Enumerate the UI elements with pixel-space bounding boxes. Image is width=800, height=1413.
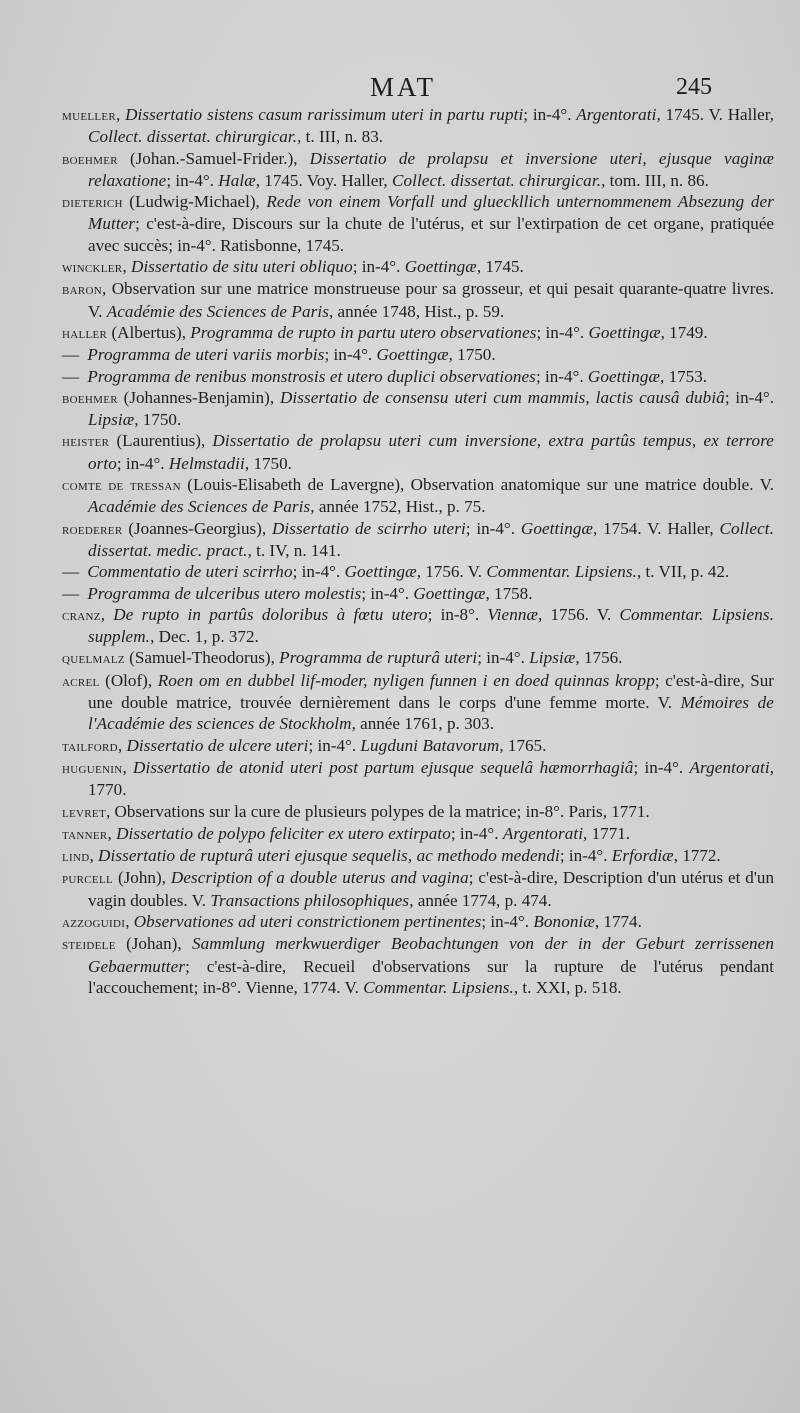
- entry-text: , t. III, n. 83.: [297, 127, 384, 147]
- bibliography-entry: [62, 845, 774, 867]
- entry-text: ,: [100, 604, 114, 624]
- italic-title: Halæ: [218, 170, 256, 190]
- entry-text: , année 1761, p. 303.: [351, 714, 494, 734]
- author-name: haller: [62, 324, 108, 342]
- entry-text: ; in-4°.: [324, 345, 377, 365]
- italic-title: Programma de rupturâ uteri: [279, 648, 478, 668]
- entry-text: ,: [116, 105, 126, 124]
- entry-text: (Louis-Elisabeth de Lavergne), Observation anatomique sur une matrice double. V.: [180, 475, 774, 495]
- entry-text: ; in-4°.: [523, 105, 577, 124]
- entry-text: , 1750.: [244, 453, 292, 473]
- entry-text: , Dec. 1, p. 372.: [150, 627, 259, 647]
- bibliography-entry: [62, 344, 774, 365]
- italic-title: Goettingæ: [376, 345, 449, 365]
- entry-text: , 1753.: [660, 366, 708, 386]
- entry-text: , t. XXI, p. 518.: [513, 977, 622, 997]
- bibliography-entry: [62, 474, 774, 518]
- entry-text: ,: [89, 846, 99, 866]
- author-name: dieterich: [62, 194, 123, 212]
- bibliography-entry: [62, 430, 774, 474]
- ditto-dash: —: [62, 562, 80, 582]
- italic-title: Dissertatio sistens casum rarissimum uteri in partu rupti: [125, 105, 524, 124]
- entry-text: ; in-4°.: [361, 583, 414, 603]
- running-header: [0, 72, 800, 108]
- entry-text: , 1756. V.: [416, 562, 487, 582]
- entry-text: (Ludwig-Michael),: [122, 192, 267, 212]
- entry-text: (Albertus),: [107, 322, 191, 342]
- italic-title: Académie des Sciences de Paris: [106, 301, 329, 321]
- italic-title: Goettingæ: [587, 366, 661, 386]
- author-name: comte de tressan: [62, 477, 181, 495]
- entry-text: , année 1774, p. 474.: [409, 890, 552, 910]
- bibliography-entry: [62, 191, 774, 256]
- author-name: boehmer: [62, 150, 118, 168]
- italic-title: Programma de rupto in partu utero observationes: [190, 322, 537, 342]
- entry-text: , 1745. V. Haller,: [656, 105, 774, 124]
- author-name: cranz: [62, 606, 101, 624]
- italic-title: Dissertatio de scirrho uteri: [271, 518, 466, 538]
- entry-text: ; in-4°.: [450, 823, 503, 843]
- bibliography-entry: [62, 647, 774, 669]
- italic-title: Dissertatio de consensu uteri cum mammis, lactis causâ dubiâ: [279, 387, 725, 407]
- entry-text: ; in-4°.: [633, 757, 690, 777]
- bibliography-entry: [62, 518, 774, 562]
- ditto-dash: —: [62, 583, 80, 603]
- author-name: levret: [62, 803, 106, 821]
- italic-title: Argentorati: [502, 823, 584, 843]
- entry-text: ; c'est-à-dire, Description d'un utérus et d'un vagin doubles. V.: [88, 868, 775, 910]
- author-name: winckler: [62, 259, 123, 277]
- entry-text: ; in-4°.: [535, 366, 588, 386]
- entry-text: ; in-4°.: [477, 648, 530, 668]
- bibliography-entry: [62, 104, 774, 148]
- author-name: lind: [62, 848, 90, 866]
- entry-text: ,: [117, 735, 127, 755]
- entry-text: ; in-4°.: [724, 387, 775, 407]
- bibliography-entry: [62, 735, 774, 757]
- italic-title: Dissertatio de atonid uteri post partum ejusque sequelâ hæmorrhagiâ: [133, 757, 634, 777]
- entry-text: ; c'est-à-dire, Recueil d'observations sur la rupture de l'utérus pendant l'accouchement; in-8°. Vienne, 1774. V.: [88, 956, 774, 997]
- italic-title: Argentorati: [576, 105, 657, 124]
- bibliography-entry: [62, 801, 774, 823]
- bibliography-entry: [62, 911, 774, 933]
- entry-text: ; c'est-à-dire, Sur une double matrice, trouvée dernièrement dans le corps d'une femme morte. V.: [88, 670, 774, 713]
- bibliography-entry: [62, 583, 774, 604]
- author-name: steidele: [62, 936, 116, 954]
- entry-text: ,: [125, 911, 134, 931]
- entry-text: ,: [107, 823, 117, 843]
- bibliography-entry: [62, 561, 774, 582]
- italic-title: Goettingæ: [520, 518, 594, 538]
- entry-text: (Joannes-Georgius),: [122, 518, 272, 538]
- entry-text: , 1745.: [476, 257, 524, 277]
- author-name: baron: [62, 281, 103, 299]
- italic-title: Goettingæ: [413, 583, 486, 603]
- italic-title: De rupto in partûs doloribus à fœtu utero: [113, 604, 428, 624]
- entry-text: (Johan),: [115, 934, 192, 954]
- entry-text: ,: [122, 757, 134, 777]
- bibliography-entry: [62, 366, 774, 387]
- entry-text: , t. IV, n. 141.: [247, 540, 341, 560]
- entry-text: (Johannes-Benjamin),: [117, 387, 280, 407]
- italic-title: Programma de uteri variis morbis: [87, 345, 325, 365]
- author-name: acrel: [62, 672, 100, 690]
- italic-title: Observationes ad uteri constrictionem pertinentes: [133, 911, 482, 931]
- bibliography-entry: [62, 604, 774, 648]
- entry-text: , 1745. Voy. Haller,: [255, 170, 392, 190]
- italic-title: Argentorati: [689, 757, 770, 777]
- entry-text: , tom. III, n. 86.: [601, 170, 709, 190]
- entry-text: ; in-8°.: [427, 604, 488, 624]
- entry-text: (Olof),: [99, 670, 158, 690]
- author-name: quelmalz: [62, 650, 125, 668]
- page-number: 245: [676, 74, 712, 100]
- italic-title: Dissertatio de polypo feliciter ex utero extirpato: [116, 823, 451, 843]
- bibliography-entry: [62, 823, 774, 845]
- italic-title: Dissertatio de rupturâ uteri ejusque sequelis, ac methodo medendi: [98, 846, 560, 866]
- italic-title: Viennæ: [487, 604, 539, 624]
- italic-title: Commentar. Lipsiens.: [363, 977, 514, 997]
- italic-title: Programma de renibus monstrosis et utero duplici observationes: [87, 366, 536, 386]
- entry-text: ; in-4°.: [292, 562, 345, 582]
- entry-text: ,: [122, 257, 131, 277]
- italic-title: Dissertatio de prolapsu uteri cum inversione, extra partûs tempus, ex terrore orto: [88, 431, 774, 473]
- italic-title: Bononiæ: [533, 911, 595, 931]
- italic-title: Roen om en dubbel lif-moder, nyligen funnen i en doed quinnas kropp: [157, 670, 655, 690]
- entry-text: ; in-4°.: [116, 453, 169, 473]
- author-name: huguenin: [62, 759, 123, 777]
- entry-text: , 1770.: [88, 757, 774, 800]
- author-name: roederer: [62, 520, 123, 538]
- italic-title: Collect. dissertat. medic. pract.: [88, 518, 774, 560]
- italic-title: Dissertatio de prolapsu et inversione uteri, ejusque vaginæ relaxatione: [88, 148, 774, 190]
- entry-text: (John),: [113, 868, 171, 888]
- bibliography-entry: [62, 670, 774, 735]
- italic-title: Collect. dissertat. chirurgicar.: [391, 170, 602, 190]
- entry-text: , 1758.: [485, 583, 533, 603]
- italic-title: Commentar. Lipsiens. supplem.: [88, 604, 774, 647]
- italic-title: Programma de ulceribus utero molestis: [87, 583, 362, 603]
- entry-text: ; in-4°.: [559, 846, 612, 866]
- author-name: mueller: [62, 107, 117, 124]
- bibliography-entry: [62, 278, 774, 322]
- entry-text: ; in-4°.: [308, 735, 361, 755]
- entry-text: , 1771.: [583, 823, 631, 843]
- italic-title: Collect. dissertat. chirurgicar.: [88, 127, 298, 147]
- italic-title: Dissertatio de ulcere uteri: [126, 735, 309, 755]
- bibliography-entry: [62, 933, 774, 998]
- entry-text: , 1774.: [594, 911, 642, 931]
- author-name: heister: [62, 433, 110, 451]
- entry-text: ; c'est-à-dire, Discours sur la chute de l'utérus, et sur l'extirpation de cet organe, pratiquée avec succès; in-4°. Ratisbonne, 1745.: [88, 214, 774, 255]
- entry-text: , 1765.: [499, 735, 547, 755]
- italic-title: Dissertatio de situ uteri obliquo: [131, 257, 353, 277]
- author-name: boehmer: [62, 389, 118, 407]
- italic-title: Rede von einem Vorfall und glueckllich unternommenem Absezung der Mutter: [88, 192, 774, 234]
- italic-title: Lipsiæ: [529, 648, 576, 668]
- entry-text: (Laurentius),: [109, 431, 213, 451]
- italic-title: Goettingæ: [588, 322, 661, 342]
- italic-title: Goettingæ: [344, 562, 417, 582]
- entry-text: , année 1748, Hist., p. 59.: [328, 301, 505, 321]
- entry-text: ; in-4°.: [166, 170, 219, 190]
- bibliography-entry: [62, 256, 774, 278]
- entry-text: (Johan.-Samuel-Frider.),: [117, 148, 310, 168]
- entry-text: ; in-4°.: [536, 322, 589, 342]
- bibliography-entry: [62, 322, 774, 344]
- entry-text: , t. VII, p. 42.: [637, 562, 730, 582]
- entry-text: , Observation sur une matrice monstrueuse pour sa grosseur, et qui pesait quarante-quatre livres. V.: [88, 279, 774, 321]
- ditto-dash: —: [62, 345, 80, 365]
- entry-text: , année 1752, Hist., p. 75.: [310, 497, 486, 517]
- italic-title: Académie des Sciences de Paris: [88, 497, 311, 517]
- bibliography-entry: [62, 387, 774, 431]
- author-name: tanner: [62, 825, 108, 843]
- entry-text: ; in-4°.: [481, 911, 534, 931]
- entry-text: ; in-4°.: [352, 257, 405, 277]
- italic-title: Helmstadii: [168, 453, 245, 473]
- italic-title: Sammlung merkwuerdiger Beobachtungen von der in der Geburt zerrissenen Gebaermutter: [88, 934, 774, 976]
- italic-title: Lugduni Batavorum: [360, 735, 500, 755]
- italic-title: Goettingæ: [404, 257, 477, 277]
- entry-text: , 1749.: [660, 322, 708, 342]
- italic-title: Mémoires de l'Académie des sciences de Stockholm: [88, 693, 774, 734]
- entry-text: , 1772.: [673, 846, 721, 866]
- bibliography-entry: [62, 757, 774, 801]
- author-name: purcell: [62, 870, 113, 888]
- bibliography-entry: [62, 148, 774, 192]
- italic-title: Commentatio de uteri scirrho: [87, 562, 293, 582]
- entry-text: , 1756. V.: [538, 604, 620, 624]
- entry-text: , 1756.: [575, 648, 623, 668]
- entry-text: , 1750.: [448, 345, 496, 365]
- italic-title: Commentar. Lipsiens.: [486, 562, 637, 582]
- entry-text: (Samuel-Theodorus),: [124, 648, 280, 668]
- running-title: MAT: [370, 72, 437, 102]
- author-name: azzoguidi: [62, 913, 126, 931]
- bibliography-entry: [62, 867, 774, 911]
- entry-text: ; in-4°.: [465, 518, 521, 538]
- bibliography-list: [62, 104, 774, 998]
- entry-text: , Observations sur la cure de plusieurs polypes de la matrice; in-8°. Paris, 1771.: [105, 801, 650, 821]
- italic-title: Description of a double uterus and vagina: [170, 868, 469, 888]
- italic-title: Erfordiæ: [611, 846, 674, 866]
- author-name: tailford: [62, 737, 118, 755]
- italic-title: Lipsiæ: [88, 410, 135, 430]
- ditto-dash: —: [62, 366, 80, 386]
- entry-text: , 1750.: [134, 410, 182, 430]
- italic-title: Transactions philosophiques: [210, 890, 410, 910]
- entry-text: , 1754. V. Haller,: [593, 518, 720, 538]
